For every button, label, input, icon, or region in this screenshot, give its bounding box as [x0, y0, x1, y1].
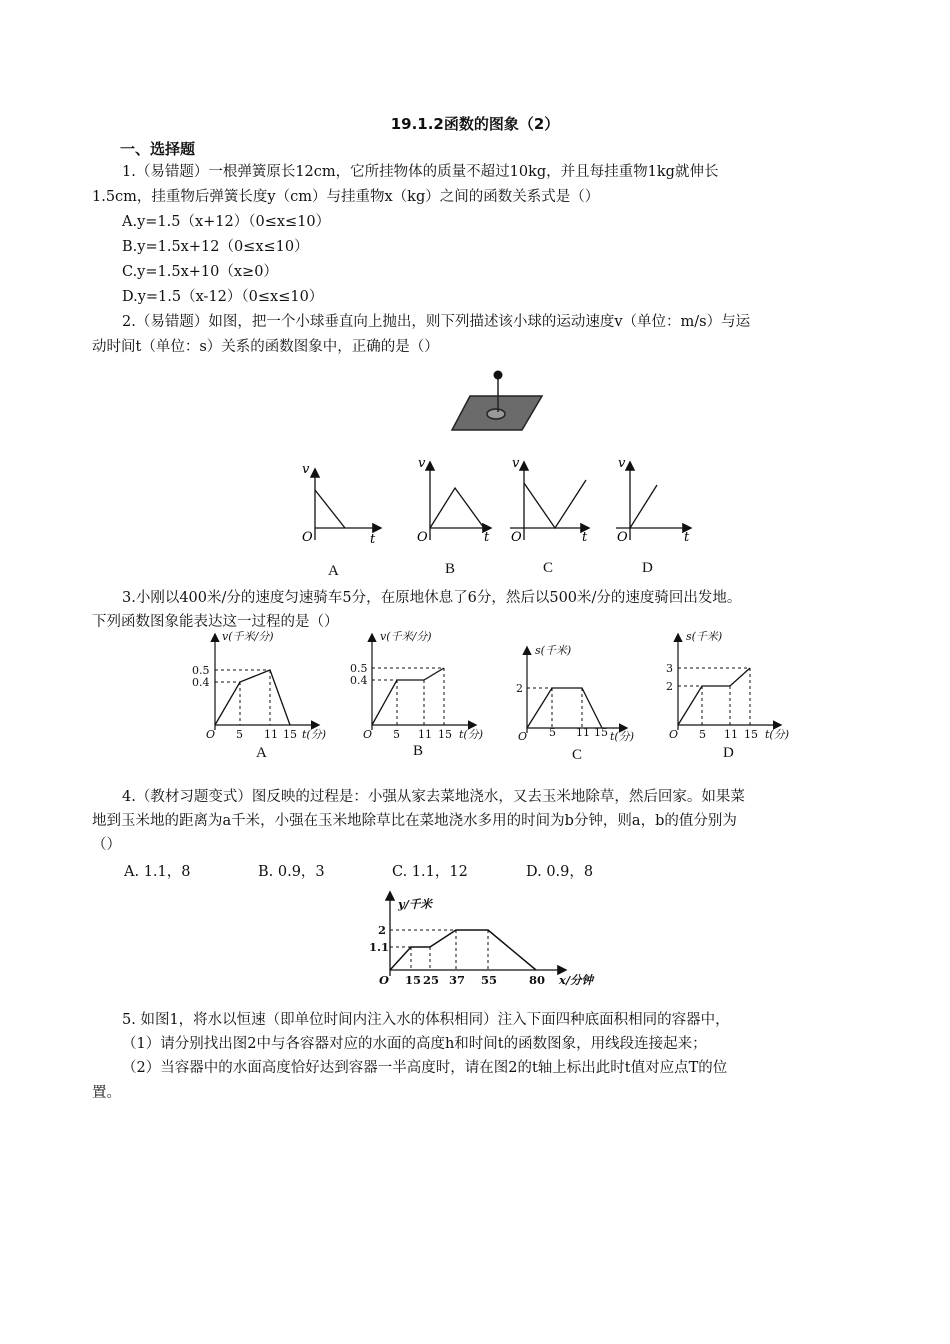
q2-c-origin: O: [511, 530, 522, 545]
q1-option-b: B.y=1.5x+12（0≤x≤10）: [122, 239, 309, 255]
q3-label-d: D: [723, 745, 734, 761]
q3-d-origin: O: [669, 728, 679, 741]
q3-b-xtick-3: 15: [438, 728, 452, 741]
q1-option-c: C.y=1.5x+10（x≥0）: [122, 264, 278, 280]
q4-xtick-2: 25: [423, 973, 440, 987]
q3-graph-a: [192, 630, 326, 741]
q3-d-ylabel: s(千米): [686, 630, 723, 643]
q1-option-d: D.y=1.5（x-12）（0≤x≤10）: [122, 289, 324, 305]
q2-graph-b: [417, 456, 490, 545]
q4-graph: [365, 888, 605, 993]
q1-option-a: A.y=1.5（x+12）（0≤x≤10）: [122, 214, 331, 230]
q2-a-ylabel: v: [302, 462, 310, 477]
q3-d-ytick-2: 2: [666, 680, 673, 693]
q4-ytick-2: 1.1: [369, 940, 390, 954]
q2-text-line2: 动时间t（单位：s）关系的函数图象中，正确的是（）: [92, 339, 439, 355]
q3-graphs: [190, 630, 810, 765]
q2-text-line1: 2.（易错题）如图，把一个小球垂直向上抛出，则下列描述该小球的运动速度v（单位：m/s）与运: [122, 314, 751, 330]
q5-text-line3: （2）当容器中的水面高度恰好达到容器一半高度时，请在图2的t轴上标出此时t值对应点T的位: [122, 1060, 728, 1076]
q3-a-origin: O: [206, 728, 216, 741]
q3-d-xlabel: t(分): [765, 728, 790, 741]
q3-b-ytick-1: 0.5: [350, 662, 368, 675]
q4-text-line1: 4.（教材习题变式）图反映的过程是：小强从家去菜地浇水，又去玉米地除草，然后回家。如果菜: [122, 789, 745, 805]
q4-xtick-4: 55: [481, 973, 498, 987]
q2-label-d: D: [642, 560, 653, 576]
q4-ytick-1: 2: [378, 923, 387, 937]
q3-c-xtick-3: 15: [594, 726, 608, 739]
page-title: 19.1.2函数的图象（2）: [390, 115, 560, 133]
q2-graph-a: [302, 462, 380, 547]
q4-text-line3: （）: [92, 837, 121, 853]
q3-label-a: A: [256, 745, 267, 761]
ball-throw-illustration: [450, 368, 545, 438]
q4-xtick-3: 37: [449, 973, 466, 987]
q3-label-c: C: [572, 747, 583, 763]
q4-xtick-1: 15: [405, 973, 422, 987]
q3-b-xlabel: t(分): [459, 728, 484, 741]
q2-label-b: B: [445, 561, 456, 577]
q2-c-xlabel: t: [582, 530, 588, 545]
q3-text-line1: 3.小刚以400米/分的速度匀速骑车5分，在原地休息了6分，然后以500米/分的速度骑回出发地。: [122, 590, 742, 606]
q3-b-origin: O: [363, 728, 373, 741]
q5-text-line2: （1）请分别找出图2中与各容器对应的水面的高度h和时间t的函数图象，用线段连接起来；: [122, 1036, 707, 1052]
hand-shape: [487, 409, 505, 419]
q2-d-xlabel: t: [684, 530, 690, 545]
q3-b-ylabel: v(千米/分): [380, 630, 432, 643]
q3-c-origin: O: [518, 730, 528, 743]
q2-graph-d: [616, 456, 690, 545]
q3-text-line2: 下列函数图象能表达这一过程的是（）: [92, 614, 339, 630]
q3-b-xtick-2: 11: [418, 728, 432, 741]
q2-d-ylabel: v: [618, 456, 626, 471]
q2-a-origin: O: [302, 530, 313, 545]
q3-a-xtick-2: 11: [264, 728, 278, 741]
ball-icon: [494, 371, 503, 380]
q2-b-ylabel: v: [418, 456, 426, 471]
q1-text-line1: 1.（易错题）一根弹簧原长12cm，它所挂物体的质量不超过10kg，并且每挂重物1kg就伸长: [122, 164, 719, 180]
q3-d-ytick-1: 3: [666, 662, 673, 675]
q3-d-xtick-2: 11: [724, 728, 738, 741]
q1-text-line2: 1.5cm，挂重物后弹簧长度y（cm）与挂重物x（kg）之间的函数关系式是（）: [92, 189, 600, 205]
q3-a-xtick-1: 5: [236, 728, 243, 741]
q2-label-c: C: [543, 560, 554, 576]
q3-a-ytick-2: 0.4: [192, 676, 210, 689]
q5-text-line1: 5. 如图1，将水以恒速（即单位时间内注入水的体积相同）注入下面四种底面积相同的容器中，: [122, 1012, 730, 1028]
q2-d-origin: O: [617, 530, 628, 545]
q2-graphs: [290, 455, 700, 585]
q3-b-ytick-2: 0.4: [350, 674, 368, 687]
q4-option-b: B. 0.9，3: [258, 864, 325, 880]
q3-a-xtick-3: 15: [283, 728, 297, 741]
q3-graph-d: [666, 630, 789, 741]
q2-b-origin: O: [417, 530, 428, 545]
q4-text-line2: 地到玉米地的距离为a千米，小强在玉米地除草比在菜地浇水多用的时间为b分钟，则a，b的值分别为: [92, 813, 737, 829]
q3-a-ylabel: v(千米/分): [222, 630, 274, 643]
q3-graph-b: [350, 630, 483, 741]
q3-a-ytick-1: 0.5: [192, 664, 210, 677]
q4-ylabel: y/千米: [398, 897, 432, 911]
q4-option-d: D. 0.9，8: [526, 864, 594, 880]
q4-origin: O: [379, 973, 390, 987]
q2-b-xlabel: t: [484, 530, 490, 545]
q3-graph-c: [516, 644, 634, 743]
q2-c-ylabel: v: [512, 456, 520, 471]
q5-text-line4: 置。: [92, 1085, 121, 1101]
q4-option-a: A. 1.1，8: [124, 864, 191, 880]
q4-xtick-5: 80: [529, 973, 546, 987]
section-heading: 一、选择题: [120, 140, 196, 158]
q3-a-xlabel: t(分): [302, 728, 327, 741]
q4-xlabel: x/分钟: [559, 973, 594, 987]
q3-c-ylabel: s(千米): [535, 644, 572, 657]
q2-graph-c: [510, 456, 588, 545]
q3-label-b: B: [413, 743, 424, 759]
q3-c-ytick-1: 2: [516, 682, 523, 695]
q3-d-xtick-3: 15: [744, 728, 758, 741]
q3-c-xlabel: t(分): [610, 730, 635, 743]
q2-a-xlabel: t: [370, 532, 376, 547]
q3-c-xtick-2: 11: [576, 726, 590, 739]
q4-option-c: C. 1.1，12: [392, 864, 468, 880]
q3-c-xtick-1: 5: [549, 726, 556, 739]
q3-d-xtick-1: 5: [699, 728, 706, 741]
q2-label-a: A: [328, 563, 339, 579]
q3-b-xtick-1: 5: [393, 728, 400, 741]
